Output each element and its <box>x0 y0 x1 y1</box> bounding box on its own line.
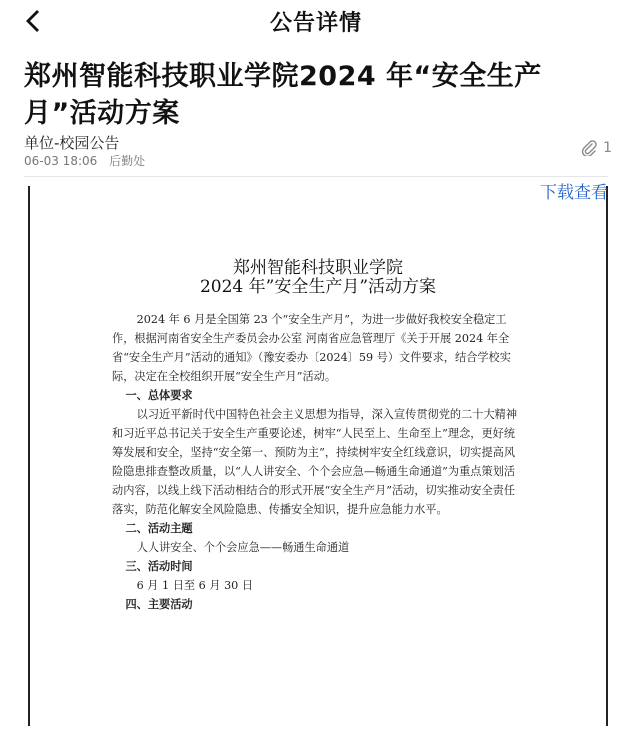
article-source: 单位-校园公告 <box>24 134 120 152</box>
nav-bar <box>0 0 632 44</box>
article-title: 郑州智能科技职业学院2024 年“安全生产月”活动方案 <box>24 61 542 129</box>
attachment-button[interactable] <box>581 140 612 156</box>
doc-section-heading: 四、主要活动 <box>125 597 193 611</box>
attachment-count: 1 <box>603 140 612 156</box>
department: 后勤处 <box>109 154 146 168</box>
page-title: 公告详情 <box>269 11 362 36</box>
document-body <box>112 310 524 614</box>
doc-section-heading: 一、总体要求 <box>125 388 193 402</box>
document-preview <box>28 186 608 726</box>
doc-intro-paragraph: 2024 年 6 月是全国第 23 个“安全生产月”，为进一步做好我校安全稳定工作，根据河南省安全生产委员会办公室 河南省应急管理厅《关于开展 2024 年全省“安全生产月”活动的通知》（豫安委办〔2024〕59 号）文件要求，结合学校实际，决定在全校组织开展“安全生产月”活动。 <box>112 313 511 383</box>
article-meta <box>24 152 145 169</box>
doc-theme-text: 人人讲安全、个个会应急——畅通生命通道 <box>136 541 350 554</box>
divider <box>24 176 608 177</box>
document-heading: 郑州智能科技职业学院 <box>233 258 403 278</box>
doc-time-text: 6 月 1 日至 6 月 30 日 <box>136 579 254 592</box>
document-subheading: 2024 年”安全生产月”活动方案 <box>199 277 437 297</box>
publish-date: 06-03 18:06 <box>24 154 98 168</box>
doc-requirements-paragraph: 以习近平新时代中国特色社会主义思想为指导，深入宣传贯彻党的二十大精神和习近平总书记关于安全生产重要论述，树牢“人民至上、生命至上”理念，更好统筹发展和安全，坚持“安全第一、预防为主”，持续树牢安全红线意识，切实提高风险隐患排查整改质量，以“人人讲安全、个个会应急—畅通生命通道”为重点策划活动内容，以线上线下活动相结合的形式开展“安全生产月”活动，切实推动安全责任落实，防范化解安全风险隐患、传播安全知识，提升应急能力水平。 <box>112 408 518 516</box>
doc-section-heading: 二、活动主题 <box>125 521 193 535</box>
paperclip-icon <box>581 140 597 156</box>
download-view-link[interactable]: 下载查看 <box>540 183 608 203</box>
doc-section-heading: 三、活动时间 <box>125 559 193 573</box>
